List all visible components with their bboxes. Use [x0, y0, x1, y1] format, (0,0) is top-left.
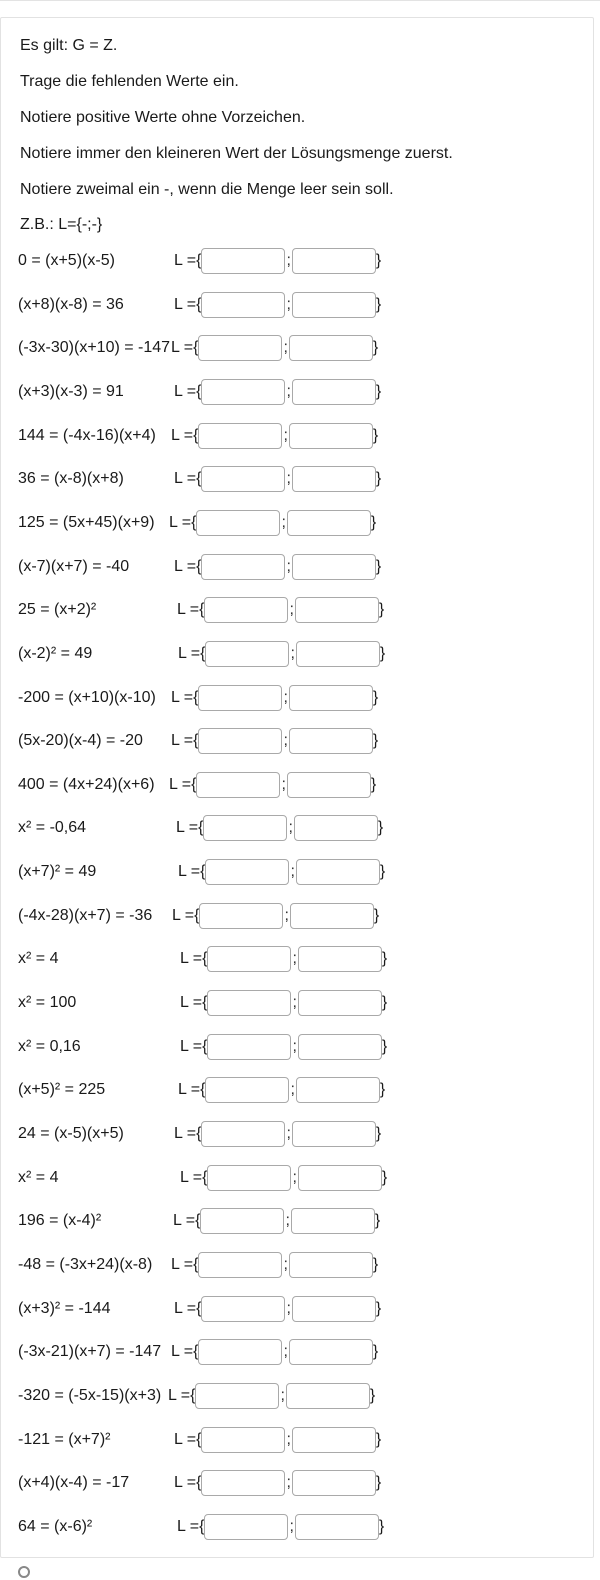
- solution-set-close: }: [378, 601, 385, 618]
- solution-separator: ;: [281, 776, 286, 793]
- second-solution-input[interactable]: [290, 903, 374, 929]
- solution-set-label: L ={: [178, 863, 206, 880]
- equation-row: [1, 858, 595, 886]
- equation-text: (x-2)² = 49: [18, 645, 93, 662]
- second-solution-input[interactable]: [292, 466, 376, 492]
- solution-set-close: }: [379, 1081, 386, 1098]
- equation-row: [1, 334, 595, 362]
- solution-set-label: L ={: [171, 689, 199, 706]
- first-solution-input[interactable]: [201, 1427, 285, 1453]
- solution-set-close: }: [381, 950, 388, 967]
- equation-row: [1, 378, 595, 406]
- first-solution-input[interactable]: [207, 1165, 291, 1191]
- solution-set: [180, 945, 387, 973]
- second-solution-input[interactable]: [292, 1121, 376, 1147]
- solution-set-close: }: [381, 994, 388, 1011]
- second-solution-input[interactable]: [296, 859, 380, 885]
- instruction-positive-values: Notiere positive Werte ohne Vorzeichen.: [20, 109, 306, 126]
- equation-row: [1, 247, 595, 275]
- solution-set: [174, 1295, 381, 1323]
- solution-set: [180, 1164, 387, 1192]
- first-solution-input[interactable]: [205, 859, 289, 885]
- first-solution-input[interactable]: [198, 1339, 282, 1365]
- equation-row: [1, 422, 595, 450]
- first-solution-input[interactable]: [196, 510, 280, 536]
- first-solution-input[interactable]: [198, 335, 282, 361]
- solution-set: [173, 1207, 380, 1235]
- solution-set-close: }: [372, 427, 379, 444]
- equation-row: [1, 509, 595, 537]
- equation-text: (x+8)(x-8) = 36: [18, 296, 124, 313]
- second-solution-input[interactable]: [292, 248, 376, 274]
- first-solution-input[interactable]: [201, 1296, 285, 1322]
- solution-set: [176, 814, 383, 842]
- solution-separator: ;: [292, 950, 297, 967]
- solution-set-close: }: [375, 1474, 382, 1491]
- solution-set-label: L ={: [171, 339, 199, 356]
- equation-row: [1, 553, 595, 581]
- solution-separator: ;: [289, 1518, 294, 1535]
- second-solution-input[interactable]: [298, 1165, 382, 1191]
- equation-text: (-3x-30)(x+10) = -147: [18, 339, 171, 356]
- equation-row: [1, 465, 595, 493]
- equation-text: -48 = (-3x+24)(x-8): [18, 1256, 153, 1273]
- second-solution-input[interactable]: [294, 815, 378, 841]
- equation-row: [1, 291, 595, 319]
- equation-row: [1, 1469, 595, 1497]
- first-solution-input[interactable]: [200, 1208, 284, 1234]
- solution-separator: ;: [292, 994, 297, 1011]
- equation-text: 64 = (x-6)²: [18, 1518, 93, 1535]
- solution-separator: ;: [280, 1387, 285, 1404]
- solution-set-label: L ={: [174, 1474, 202, 1491]
- solution-set-label: L ={: [180, 1169, 208, 1186]
- first-solution-input[interactable]: [201, 292, 285, 318]
- second-solution-input[interactable]: [289, 1252, 373, 1278]
- exercise-card: [0, 17, 594, 1558]
- solution-set-label: L ={: [178, 645, 206, 662]
- second-solution-input[interactable]: [298, 1034, 382, 1060]
- solution-set-close: }: [370, 514, 377, 531]
- first-solution-input[interactable]: [201, 466, 285, 492]
- solution-separator: ;: [286, 252, 291, 269]
- equation-row: [1, 902, 595, 930]
- equation-text: 25 = (x+2)²: [18, 601, 97, 618]
- first-solution-input[interactable]: [207, 946, 291, 972]
- solution-set: [174, 1469, 381, 1497]
- solution-set: [169, 771, 376, 799]
- equation-text: 0 = (x+5)(x-5): [18, 252, 115, 269]
- first-solution-input[interactable]: [199, 903, 283, 929]
- solution-set: [174, 1426, 381, 1454]
- equation-row: [1, 989, 595, 1017]
- solution-set-close: }: [370, 776, 377, 793]
- solution-set-close: }: [372, 339, 379, 356]
- instruction-domain: Es gilt: G = Z.: [20, 37, 118, 54]
- first-solution-input[interactable]: [201, 379, 285, 405]
- solution-set-label: L ={: [169, 514, 197, 531]
- solution-set-label: L ={: [176, 819, 204, 836]
- equation-text: (-3x-21)(x+7) = -147: [18, 1343, 162, 1360]
- solution-set-label: L ={: [171, 1256, 199, 1273]
- solution-set-label: L ={: [174, 1125, 202, 1142]
- solution-separator: ;: [283, 732, 288, 749]
- solution-separator: ;: [284, 907, 289, 924]
- solution-separator: ;: [286, 558, 291, 575]
- first-solution-input[interactable]: [201, 554, 285, 580]
- solution-set-close: }: [378, 1518, 385, 1535]
- second-solution-input[interactable]: [295, 1514, 379, 1540]
- solution-set: [171, 422, 378, 450]
- first-solution-input[interactable]: [201, 248, 285, 274]
- second-solution-input[interactable]: [287, 772, 371, 798]
- solution-separator: ;: [286, 470, 291, 487]
- solution-set-label: L ={: [174, 383, 202, 400]
- solution-separator: ;: [286, 1300, 291, 1317]
- solution-separator: ;: [283, 1256, 288, 1273]
- solution-set-label: L ={: [171, 427, 199, 444]
- second-solution-input[interactable]: [292, 1427, 376, 1453]
- solution-set-label: L ={: [174, 558, 202, 575]
- equation-text: -320 = (-5x-15)(x+3): [18, 1387, 162, 1404]
- instruction-fill-values: Trage die fehlenden Werte ein.: [20, 73, 239, 90]
- solution-set-label: L ={: [180, 994, 208, 1011]
- solution-set-close: }: [379, 863, 386, 880]
- second-solution-input[interactable]: [298, 990, 382, 1016]
- instruction-order: Notiere immer den kleineren Wert der Lösungsmenge zuerst.: [20, 145, 453, 162]
- solution-set-close: }: [373, 907, 380, 924]
- equation-row: [1, 1033, 595, 1061]
- solution-separator: ;: [289, 601, 294, 618]
- equation-row: [1, 1251, 595, 1279]
- first-solution-input[interactable]: [195, 1383, 279, 1409]
- equation-row: [1, 1295, 595, 1323]
- solution-set-close: }: [369, 1387, 376, 1404]
- solution-set-close: }: [381, 1169, 388, 1186]
- solution-separator: ;: [292, 1169, 297, 1186]
- solution-set: [180, 989, 387, 1017]
- equation-text: (x+3)² = -144: [18, 1300, 111, 1317]
- solution-set-label: L ={: [174, 1300, 202, 1317]
- top-divider: [0, 0, 600, 1]
- solution-set: [172, 902, 379, 930]
- solution-set-label: L ={: [168, 1387, 196, 1404]
- solution-set-close: }: [375, 252, 382, 269]
- equation-row: [1, 1076, 595, 1104]
- equation-text: (x+5)² = 225: [18, 1081, 106, 1098]
- solution-separator: ;: [290, 863, 295, 880]
- second-solution-input[interactable]: [291, 1208, 375, 1234]
- equation-row: [1, 1426, 595, 1454]
- instruction-example: Z.B.: L={-;-}: [20, 216, 103, 233]
- equation-text: (x+4)(x-4) = -17: [18, 1474, 130, 1491]
- solution-separator: ;: [286, 1125, 291, 1142]
- second-solution-input[interactable]: [289, 1339, 373, 1365]
- solution-set-close: }: [372, 732, 379, 749]
- equation-row: [1, 640, 595, 668]
- solution-set: [174, 378, 381, 406]
- solution-separator: ;: [283, 339, 288, 356]
- equation-text: x² = 4: [18, 1169, 59, 1186]
- solution-set-label: L ={: [171, 1343, 199, 1360]
- solution-set: [178, 640, 385, 668]
- solution-set: [168, 1382, 375, 1410]
- circle-icon: [18, 1566, 30, 1578]
- equation-text: (5x-20)(x-4) = -20: [18, 732, 143, 749]
- solution-separator: ;: [286, 1474, 291, 1491]
- equation-text: 144 = (-4x-16)(x+4): [18, 427, 156, 444]
- solution-set: [171, 684, 378, 712]
- solution-set-close: }: [375, 470, 382, 487]
- solution-separator: ;: [285, 1212, 290, 1229]
- equation-row: [1, 727, 595, 755]
- first-solution-input[interactable]: [201, 1121, 285, 1147]
- equation-row: [1, 1120, 595, 1148]
- equation-text: (x-7)(x+7) = -40: [18, 558, 130, 575]
- solution-set: [174, 1120, 381, 1148]
- solution-separator: ;: [281, 514, 286, 531]
- second-solution-input[interactable]: [289, 685, 373, 711]
- first-solution-input[interactable]: [207, 990, 291, 1016]
- equation-text: (-4x-28)(x+7) = -36: [18, 907, 153, 924]
- solution-set: [178, 1076, 385, 1104]
- solution-set: [180, 1033, 387, 1061]
- first-solution-input[interactable]: [198, 685, 282, 711]
- solution-set-close: }: [372, 1256, 379, 1273]
- second-solution-input[interactable]: [289, 728, 373, 754]
- second-solution-input[interactable]: [292, 379, 376, 405]
- solution-set-label: L ={: [171, 732, 199, 749]
- first-solution-input[interactable]: [201, 1470, 285, 1496]
- solution-set-label: L ={: [177, 601, 205, 618]
- first-solution-input[interactable]: [205, 1077, 289, 1103]
- equation-row: [1, 596, 595, 624]
- instruction-empty-set: Notiere zweimal ein -, wenn die Menge leer sein soll.: [20, 181, 394, 198]
- solution-set-close: }: [381, 1038, 388, 1055]
- equation-text: x² = -0,64: [18, 819, 87, 836]
- first-solution-input[interactable]: [198, 1252, 282, 1278]
- second-solution-input[interactable]: [298, 946, 382, 972]
- equation-row: [1, 1207, 595, 1235]
- solution-set: [174, 465, 381, 493]
- equation-row: [1, 1382, 595, 1410]
- equation-text: 196 = (x-4)²: [18, 1212, 102, 1229]
- equation-text: (x+7)² = 49: [18, 863, 97, 880]
- second-solution-input[interactable]: [289, 423, 373, 449]
- solution-separator: ;: [283, 427, 288, 444]
- solution-set-close: }: [377, 819, 384, 836]
- equation-text: (x+3)(x-3) = 91: [18, 383, 124, 400]
- solution-set-close: }: [375, 383, 382, 400]
- solution-set-close: }: [375, 558, 382, 575]
- equation-row: [1, 814, 595, 842]
- solution-set-close: }: [375, 1300, 382, 1317]
- first-solution-input[interactable]: [207, 1034, 291, 1060]
- equation-text: -121 = (x+7)²: [18, 1431, 111, 1448]
- first-solution-input[interactable]: [205, 641, 289, 667]
- solution-set-label: L ={: [177, 1518, 205, 1535]
- solution-set: [171, 1251, 378, 1279]
- solution-set-label: L ={: [174, 1431, 202, 1448]
- solution-set: [178, 858, 385, 886]
- second-solution-input[interactable]: [287, 510, 371, 536]
- solution-separator: ;: [283, 689, 288, 706]
- solution-set: [177, 1513, 384, 1541]
- second-solution-input[interactable]: [292, 554, 376, 580]
- equation-text: x² = 100: [18, 994, 77, 1011]
- equation-row: [1, 1338, 595, 1366]
- equation-text: x² = 0,16: [18, 1038, 81, 1055]
- equation-row: [1, 684, 595, 712]
- solution-set-label: L ={: [172, 907, 200, 924]
- first-solution-input[interactable]: [198, 728, 282, 754]
- second-solution-input[interactable]: [292, 1470, 376, 1496]
- solution-set-close: }: [375, 1125, 382, 1142]
- solution-set: [177, 596, 384, 624]
- solution-separator: ;: [286, 296, 291, 313]
- solution-set-label: L ={: [180, 1038, 208, 1055]
- solution-set-label: L ={: [174, 470, 202, 487]
- equation-row: [1, 771, 595, 799]
- equation-text: 400 = (4x+24)(x+6): [18, 776, 155, 793]
- solution-set-close: }: [375, 296, 382, 313]
- equation-text: 36 = (x-8)(x+8): [18, 470, 124, 487]
- solution-separator: ;: [288, 819, 293, 836]
- solution-set-label: L ={: [173, 1212, 201, 1229]
- equation-text: x² = 4: [18, 950, 59, 967]
- solution-set: [174, 553, 381, 581]
- equation-text: -200 = (x+10)(x-10): [18, 689, 156, 706]
- second-solution-input[interactable]: [286, 1383, 370, 1409]
- second-solution-input[interactable]: [296, 1077, 380, 1103]
- solution-separator: ;: [290, 1081, 295, 1098]
- solution-set: [171, 1338, 378, 1366]
- solution-set-label: L ={: [169, 776, 197, 793]
- solution-set: [171, 334, 378, 362]
- solution-set: [174, 291, 381, 319]
- solution-set-close: }: [375, 1431, 382, 1448]
- equation-row: [1, 1513, 595, 1541]
- second-solution-input[interactable]: [292, 292, 376, 318]
- solution-set-close: }: [372, 1343, 379, 1360]
- solution-set-label: L ={: [178, 1081, 206, 1098]
- first-solution-input[interactable]: [196, 772, 280, 798]
- solution-separator: ;: [286, 383, 291, 400]
- solution-set-label: L ={: [174, 252, 202, 269]
- first-solution-input[interactable]: [204, 1514, 288, 1540]
- solution-set: [171, 727, 378, 755]
- equation-row: [1, 1164, 595, 1192]
- first-solution-input[interactable]: [204, 597, 288, 623]
- solution-separator: ;: [290, 645, 295, 662]
- first-solution-input[interactable]: [203, 815, 287, 841]
- equation-text: 24 = (x-5)(x+5): [18, 1125, 124, 1142]
- equation-text: 125 = (5x+45)(x+9): [18, 514, 155, 531]
- solution-set-label: L ={: [174, 296, 202, 313]
- solution-separator: ;: [286, 1431, 291, 1448]
- solution-set-label: L ={: [180, 950, 208, 967]
- solution-set-close: }: [374, 1212, 381, 1229]
- first-solution-input[interactable]: [198, 423, 282, 449]
- solution-set: [169, 509, 376, 537]
- equation-row: [1, 945, 595, 973]
- second-solution-input[interactable]: [292, 1296, 376, 1322]
- solution-separator: ;: [283, 1343, 288, 1360]
- solution-separator: ;: [292, 1038, 297, 1055]
- second-solution-input[interactable]: [295, 597, 379, 623]
- second-solution-input[interactable]: [296, 641, 380, 667]
- solution-set: [174, 247, 381, 275]
- solution-set-close: }: [372, 689, 379, 706]
- second-solution-input[interactable]: [289, 335, 373, 361]
- solution-set-close: }: [379, 645, 386, 662]
